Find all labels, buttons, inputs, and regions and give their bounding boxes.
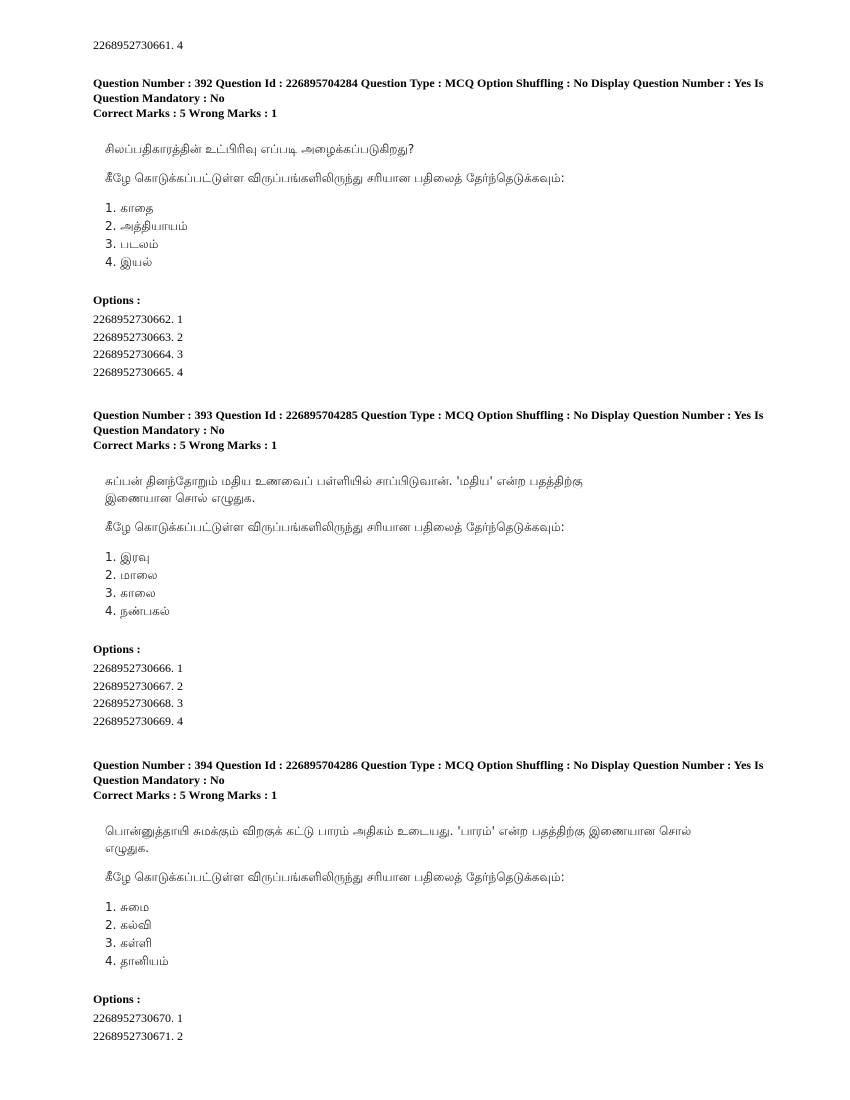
choice-item: 2. மாலை — [105, 568, 158, 582]
question-text: சுப்பன் தினந்தோறும் மதிய உணவைப் பள்ளியில் சாப்பிடுவான். 'மதிய' என்ற பதத்திற்கு இணையான சொல் எழுதுக. — [105, 474, 583, 505]
option-id: 2268952730664. 3 — [93, 347, 183, 361]
choice-item: 4. நண்பகல் — [105, 604, 170, 618]
question-header — [93, 408, 773, 453]
choice-item: 2. அத்தியாயம் — [105, 219, 188, 233]
question-instruction: கீழே கொடுக்கப்பட்டுள்ள விருப்பங்களிலிருந்து சரியான பதிலைத் தேர்ந்தெடுக்கவும்: — [105, 870, 565, 884]
choice-item: 1. காதை — [105, 201, 154, 215]
options-label: Options : — [93, 642, 141, 656]
question-header-line1: Question Number : 392 Question Id : 226895704284 Question Type : MCQ Option Shuffling : No Display Question Number : Yes Is — [93, 76, 764, 90]
choice-item: 3. கள்ளி — [105, 936, 153, 950]
question-marks: Correct Marks : 5 Wrong Marks : 1 — [93, 438, 278, 452]
question-block-393 — [93, 408, 773, 730]
option-id: 2268952730665. 4 — [93, 364, 183, 379]
choice-list — [105, 548, 625, 620]
choice-item: 1. இரவு — [105, 550, 150, 564]
question-block-394 — [93, 758, 773, 1045]
question-header-line1: Question Number : 393 Question Id : 226895704285 Question Type : MCQ Option Shuffling : No Display Question Number : Yes Is — [93, 408, 764, 422]
option-id: 2268952730670. 1 — [93, 1011, 183, 1025]
question-text: பொன்னுத்தாயி சுமக்கும் விறகுக் கட்டு பாரம் அதிகம் உடையது. 'பாரம்' என்ற பதத்திற்கு இணையான சொல் எழுதுக. — [105, 824, 692, 855]
question-header-line1: Question Number : 394 Question Id : 226895704286 Question Type : MCQ Option Shuffling : No Display Question Number : Yes Is — [93, 758, 764, 772]
question-header-line2: Question Mandatory : No — [93, 423, 225, 437]
choice-item: 4. தானியம் — [105, 954, 169, 968]
question-header — [93, 758, 773, 803]
question-header-line2: Question Mandatory : No — [93, 91, 225, 105]
question-block-392 — [93, 76, 773, 381]
choice-list — [105, 898, 705, 970]
options-label: Options : — [93, 992, 141, 1006]
question-text: சிலப்பதிகாரத்தின் உட்பிரிவு எப்படி அழைக்கப்படுகிறது? — [105, 142, 415, 156]
question-body — [105, 823, 705, 970]
question-instruction: கீழே கொடுக்கப்பட்டுள்ள விருப்பங்களிலிருந்து சரியான பதிலைத் தேர்ந்தெடுக்கவும்: — [105, 171, 565, 185]
question-marks: Correct Marks : 5 Wrong Marks : 1 — [93, 106, 278, 120]
question-instruction: கீழே கொடுக்கப்பட்டுள்ள விருப்பங்களிலிருந்து சரியான பதிலைத் தேர்ந்தெடுக்கவும்: — [105, 520, 565, 534]
choice-item: 3. காலை — [105, 586, 156, 600]
option-id: 2268952730667. 2 — [93, 678, 183, 693]
option-id: 2268952730663. 2 — [93, 329, 183, 344]
options-list — [93, 311, 773, 381]
question-header — [93, 76, 773, 121]
question-header-line2: Question Mandatory : No — [93, 773, 225, 787]
choice-list — [105, 199, 773, 271]
question-body — [105, 473, 625, 620]
option-id: 2268952730671. 2 — [93, 1028, 183, 1043]
option-id: 2268952730669. 4 — [93, 713, 183, 728]
options-list — [93, 1010, 773, 1045]
options-label: Options : — [93, 293, 141, 307]
choice-item: 2. கல்வி — [105, 918, 152, 932]
question-marks: Correct Marks : 5 Wrong Marks : 1 — [93, 788, 278, 802]
choice-item: 4. இயல் — [105, 255, 153, 269]
question-body — [105, 141, 773, 271]
carry-over-option: 2268952730661. 4 — [93, 38, 183, 52]
options-list — [93, 660, 773, 730]
option-id: 2268952730668. 3 — [93, 696, 183, 710]
option-id: 2268952730666. 1 — [93, 661, 183, 675]
choice-item: 3. படலம் — [105, 237, 159, 251]
choice-item: 1. சுமை — [105, 900, 150, 914]
option-id: 2268952730662. 1 — [93, 312, 183, 326]
